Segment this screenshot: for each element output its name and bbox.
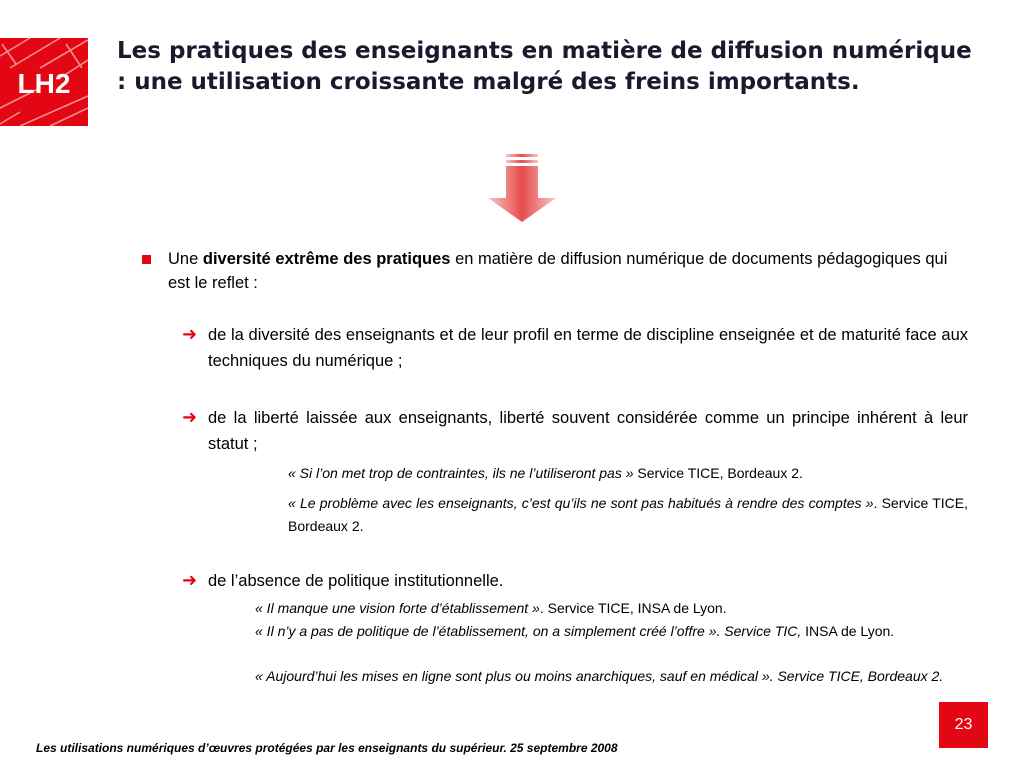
right-arrow-icon: ➜ (182, 324, 198, 345)
quote: « Il manque une vision forte d’établissement ». Service TICE, INSA de Lyon. (255, 600, 727, 616)
page-title: Les pratiques des enseignants en matière de diffusion numérique : une utilisation croissante malgré des freins importants. (117, 38, 972, 95)
main-bullet (142, 247, 962, 295)
logo-text: LH2 (17, 68, 71, 99)
sub-bullet: ➜ de la liberté laissée aux enseignants, liberté souvent considérée comme un principe inhérent à leur statut ; (182, 407, 968, 453)
down-arrow-icon (486, 154, 558, 224)
quote: « Aujourd’hui les mises en ligne sont plus ou moins anarchiques, sauf en médical ». Service TICE, Bordeaux 2. (255, 668, 944, 684)
right-arrow-icon: ➜ (182, 570, 198, 591)
footer-text: Les utilisations numériques d’œuvres protégées par les enseignants du supérieur. 25 septembre 2008 (36, 741, 618, 755)
lh2-logo (0, 38, 88, 126)
sub-bullet: ➜ de l’absence de politique institutionnelle. (182, 568, 968, 594)
sub-bullet: ➜ de la diversité des enseignants et de leur profil en terme de discipline enseignée et de maturité face aux techniques du numérique ; (182, 324, 968, 370)
right-arrow-icon: ➜ (182, 407, 198, 428)
square-bullet-icon (142, 255, 151, 264)
page-number: 23 (939, 702, 988, 748)
quote: « Il n’y a pas de politique de l’établissement, on a simplement créé l’offre ». Service TIC, INSA de Lyon. (255, 623, 895, 639)
main-bullet-bold: diversité extrême des pratiques (202, 250, 451, 268)
quote: « Si l’on met trop de contraintes, ils ne l’utiliseront pas » Service TICE, Bordeaux 2. (288, 465, 803, 481)
quote: « Le problème avec les enseignants, c’est qu’ils ne sont pas habitués à rendre des comptes ». Service TICE, Bordeaux 2. (288, 495, 968, 534)
main-bullet-text: Une diversité extrême des pratiques en matière de diffusion numérique de documents pédagogiques qui est le reflet : (168, 250, 948, 292)
